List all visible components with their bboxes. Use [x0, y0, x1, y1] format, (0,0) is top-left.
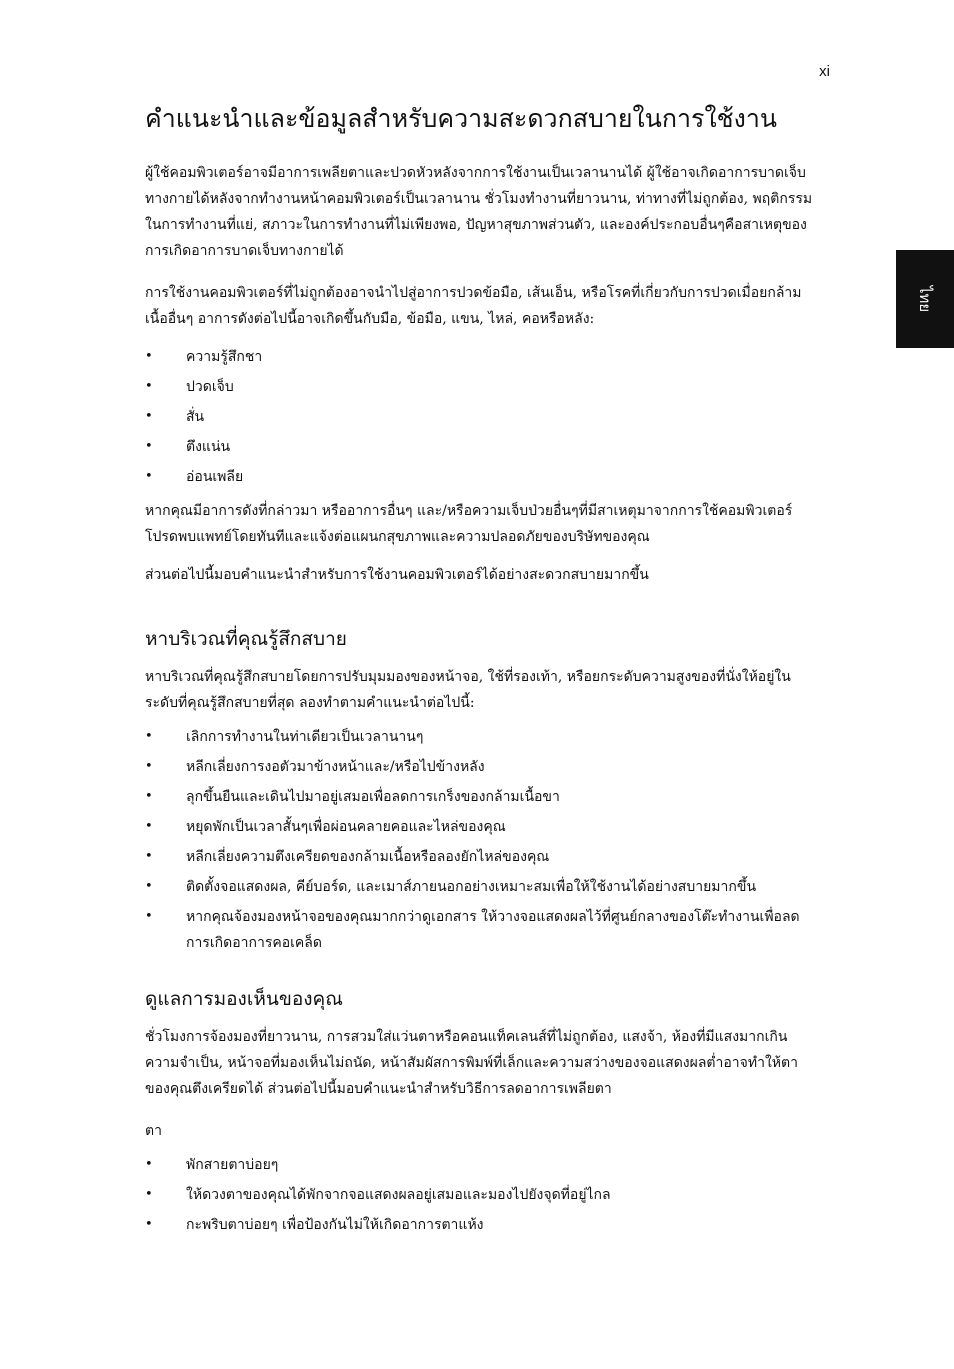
list-item: • หลีกเลี่ยงการงอตัวมาข้างหน้าและ/หรือไปข้างหลัง [145, 754, 817, 780]
list-item: • ตึงแน่น [145, 434, 817, 460]
section-comfort-paragraph: หาบริเวณที่คุณรู้สึกสบายโดยการปรับมุมมองของหน้าจอ, ใช้ที่รองเท้า, หรือยกระดับความสูงของที่นั่งให้อยู่ในระดับที่คุณรู้สึกสบายที่สุด ลองทำตามคำแนะนำต่อไปนี้: [145, 669, 791, 711]
list-item: • สั่น [145, 404, 817, 430]
document-content [145, 100, 817, 1242]
bullet-icon: • [145, 409, 153, 424]
list-item: • เลิกการทำงานในท่าเดียวเป็นเวลานานๆ [145, 724, 817, 750]
after-paragraph-1: หากคุณมีอาการดังที่กล่าวมา หรืออาการอื่นๆ และ/หรือความเจ็บป่วยอื่นๆที่มีสาเหตุมาจากการใช้คอมพิวเตอร์ โปรดพบแพทย์โดยทันทีและแจ้งต่อแผนกสุขภาพและความปลอดภัยของบริษัทของคุณ [145, 503, 793, 545]
section-vision-paragraph: ชั่วโมงการจ้องมองที่ยาวนาน, การสวมใส่แว่นตาหรือคอนแท็คเลนส์ที่ไม่ถูกต้อง, แสงจ้า, ห้องที่มีแสงมากเกินความจำเป็น, หน้าจอที่มองเห็นไม่ถนัด, หน้าสัมผัสการพิมพ์ที่เล็กและความสว่างของจอแสดงผลต่ำอาจทำให้ตาของคุณตึงเครียดได้ ส่วนต่อไปนี้มอบคำแนะนำสำหรับวิธีการลดอาการเพลียตา [145, 1029, 798, 1097]
bullet-icon: • [145, 789, 153, 804]
list-item: • ติดตั้งจอแสดงผล, คีย์บอร์ด, และเมาส์ภายนอกอย่างเหมาะสมเพื่อให้ใช้งานได้อย่างสบายมากขึ้น [145, 874, 817, 900]
page-number: xi [819, 63, 830, 80]
language-tab [896, 250, 954, 348]
eye-tips-list [145, 1152, 817, 1238]
list-item: • ความรู้สึกชา [145, 344, 817, 370]
list-item: • หลีกเลี่ยงความตึงเครียดของกล้ามเนื้อหรือลองยักไหล่ของคุณ [145, 844, 817, 870]
bullet-icon: • [145, 819, 153, 834]
list-item: • ลุกขึ้นยืนและเดินไปมาอยู่เสมอเพื่อลดการเกร็งของกล้ามเนื้อขา [145, 784, 817, 810]
bullet-icon: • [145, 759, 153, 774]
bullet-icon: • [145, 909, 153, 924]
after-paragraph-2: ส่วนต่อไปนี้มอบคำแนะนำสำหรับการใช้งานคอมพิวเตอร์ได้อย่างสะดวกสบายมากขึ้น [145, 567, 649, 583]
bullet-icon: • [145, 439, 153, 454]
list-item: • หากคุณจ้องมองหน้าจอของคุณมากกว่าดูเอกสาร ให้วางจอแสดงผลไว้ที่ศูนย์กลางของโต๊ะทำงานเพื่อลดการเกิดอาการคอเคล็ด [145, 904, 817, 956]
language-tab-label: ไทย [915, 285, 934, 313]
symptom-list [145, 344, 817, 490]
section-vision-subheading: ตา [145, 1123, 162, 1139]
intro-paragraph-1: ผู้ใช้คอมพิวเตอร์อาจมีอาการเพลียตาและปวดหัวหลังจากการใช้งานเป็นเวลานานได้ ผู้ใช้อาจเกิดอาการบาดเจ็บทางกายได้หลังจากทำงานหน้าคอมพิวเตอร์เป็นเวลานาน ชั่วโมงทำงานที่ยาวนาน, ท่าทางที่ไม่ถูกต้อง, พฤติกรรมในการทำงานที่แย่, สภาวะในการทำงานที่ไม่เพียงพอ, ปัญหาสุขภาพส่วนตัว, และองค์ประกอบอื่นๆคือสาเหตุของการเกิดอาการบาดเจ็บทางกายได้ [145, 165, 813, 259]
list-item: • หยุดพักเป็นเวลาสั้นๆเพื่อผ่อนคลายคอและไหล่ของคุณ [145, 814, 817, 840]
page-title: คำแนะนำและข้อมูลสำหรับความสะดวกสบายในการใช้งาน [145, 104, 777, 133]
bullet-icon: • [145, 349, 153, 364]
comfort-tips-list [145, 724, 817, 956]
bullet-icon: • [145, 849, 153, 864]
bullet-icon: • [145, 1157, 153, 1172]
bullet-icon: • [145, 729, 153, 744]
list-item: • อ่อนเพลีย [145, 464, 817, 490]
list-item: • ปวดเจ็บ [145, 374, 817, 400]
bullet-icon: • [145, 379, 153, 394]
section-heading-vision: ดูแลการมองเห็นของคุณ [145, 988, 343, 1010]
bullet-icon: • [145, 1187, 153, 1202]
list-item: • พักสายตาบ่อยๆ [145, 1152, 817, 1178]
bullet-icon: • [145, 879, 153, 894]
section-heading-comfort: หาบริเวณที่คุณรู้สึกสบาย [145, 628, 347, 650]
intro-paragraph-2: การใช้งานคอมพิวเตอร์ที่ไม่ถูกต้องอาจนำไปสู่อาการปวดข้อมือ, เส้นเอ็น, หรือโรคที่เกี่ยวกับการปวดเมื่อยกล้ามเนื้ออื่นๆ อาการดังต่อไปนี้อาจเกิดขึ้นกับมือ, ข้อมือ, แขน, ไหล่, คอหรือหลัง: [145, 285, 802, 327]
bullet-icon: • [145, 1217, 153, 1232]
list-item: • กะพริบตาบ่อยๆ เพื่อป้องกันไม่ให้เกิดอาการตาแห้ง [145, 1212, 817, 1238]
list-item: • ให้ดวงตาของคุณได้พักจากจอแสดงผลอยู่เสมอและมองไปยังจุดที่อยู่ไกล [145, 1182, 817, 1208]
bullet-icon: • [145, 469, 153, 484]
